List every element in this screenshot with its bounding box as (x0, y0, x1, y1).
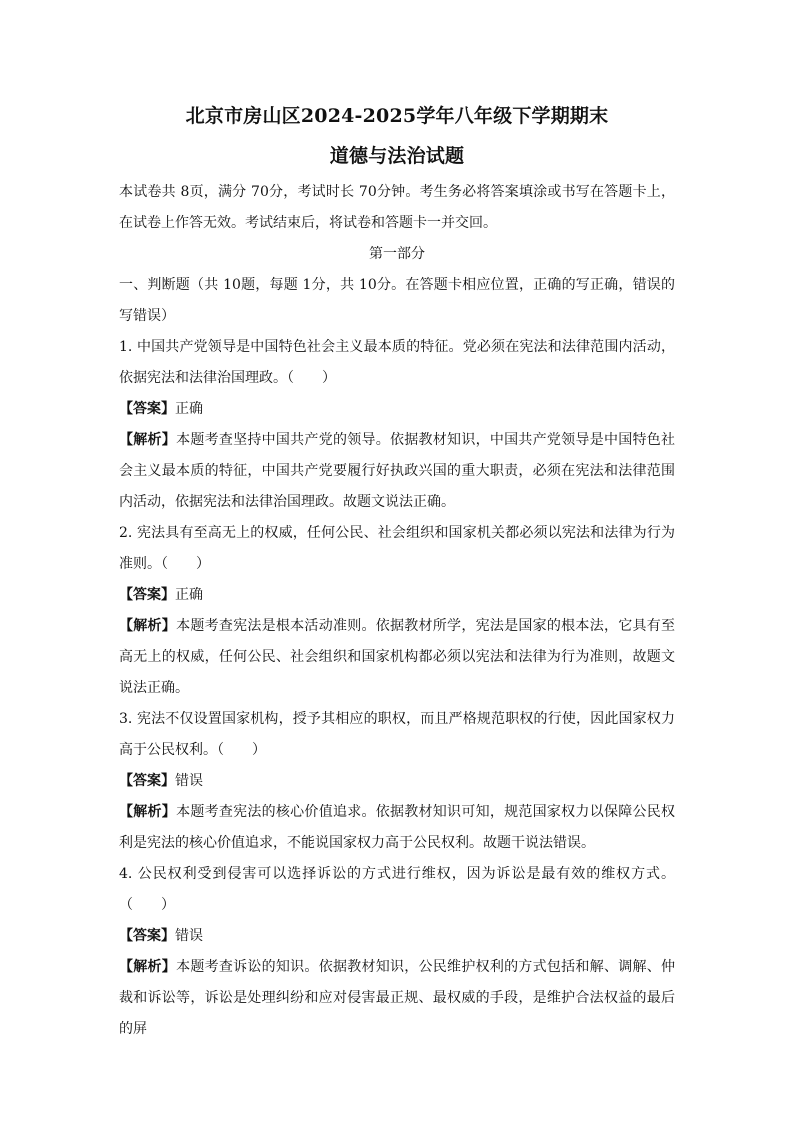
document-body (119, 103, 675, 1045)
section-heading: 第一部分 (369, 246, 425, 262)
question-4-text: 4. 公民权利受到侵害可以选择诉讼的方式进行维权，因为诉讼是最有效的维权方式。（ ） (119, 866, 675, 913)
question-4-answer-value: 错误 (175, 928, 203, 944)
question-4-analysis-text: 本题考查诉讼的知识。依据教材知识，公民维护权利的方式包括和解、调解、仲裁和诉讼等，诉讼是处理纠纷和应对侵害最正规、最权威的手段，是维护合法权益的最后的屏 (119, 959, 676, 1037)
question-2-analysis-text: 本题考查宪法是根本活动准则。依据教材所学，宪法是国家的根本法，它具有至高无上的权威，任何公民、社会组织和国家机构都必须以宪法和法律为行为准则，故题文说法正确。 (119, 618, 676, 696)
question-3-analysis (119, 797, 675, 859)
question-1-answer-value: 正确 (175, 401, 203, 417)
question-1-analysis-text: 本题考查坚持中国共产党的领导。依据教材知识，中国共产党领导是中国特色社会主义最本质的特征，中国共产党要履行好执政兴国的重大职责，必须在宪法和法律范围内活动，依据宪法和法律治国理政。故题文说法正确。 (119, 432, 676, 510)
question-1-analysis (119, 425, 675, 518)
exam-subtitle: 道德与法治试题 (329, 145, 465, 167)
answer-tag: 【答案】 (119, 401, 175, 417)
exam-title: 北京市房山区2024-2025学年八年级下学期期末 (185, 105, 609, 127)
question-2-answer-value: 正确 (175, 587, 203, 603)
question-3-answer (119, 766, 675, 797)
question-1-answer (119, 394, 675, 425)
exam-instructions-intro: 本试卷共 8页，满分 70分，考试时长 70分钟。考生务必将答案填涂或书写在答题卡上，在试卷上作答无效。考试结束后，将试卷和答题卡一并交回。 (119, 184, 675, 231)
answer-tag: 【答案】 (119, 773, 175, 789)
analysis-tag: 【解析】 (119, 804, 177, 820)
question-2-analysis (119, 611, 675, 704)
question-1-text: 1. 中国共产党领导是中国特色社会主义最本质的特征。党必须在宪法和法律范围内活动，依据宪法和法律治国理政。（ ） (119, 339, 675, 386)
question-type-instructions: 一、判断题（共 10题，每题 1分，共 10分。在答题卡相应位置，正确的写正确，错误的写错误） (119, 277, 675, 324)
question-4-analysis (119, 952, 675, 1045)
analysis-tag: 【解析】 (119, 959, 177, 975)
question-4-answer (119, 921, 675, 952)
answer-tag: 【答案】 (119, 587, 175, 603)
question-2-answer (119, 580, 675, 611)
question-2-text: 2. 宪法具有至高无上的权威，任何公民、社会组织和国家机关都必须以宪法和法律为行为准则。（ ） (119, 525, 675, 572)
analysis-tag: 【解析】 (119, 432, 177, 448)
question-3-text: 3. 宪法不仅设置国家机构，授予其相应的职权，而且严格规范职权的行使，因此国家权力高于公民权利。（ ） (119, 711, 675, 758)
question-3-answer-value: 错误 (175, 773, 203, 789)
analysis-tag: 【解析】 (119, 618, 177, 634)
answer-tag: 【答案】 (119, 928, 175, 944)
question-3-analysis-text: 本题考查宪法的核心价值追求。依据教材知识可知，规范国家权力以保障公民权利是宪法的核心价值追求，不能说国家权力高于公民权利。故题干说法错误。 (119, 804, 676, 851)
